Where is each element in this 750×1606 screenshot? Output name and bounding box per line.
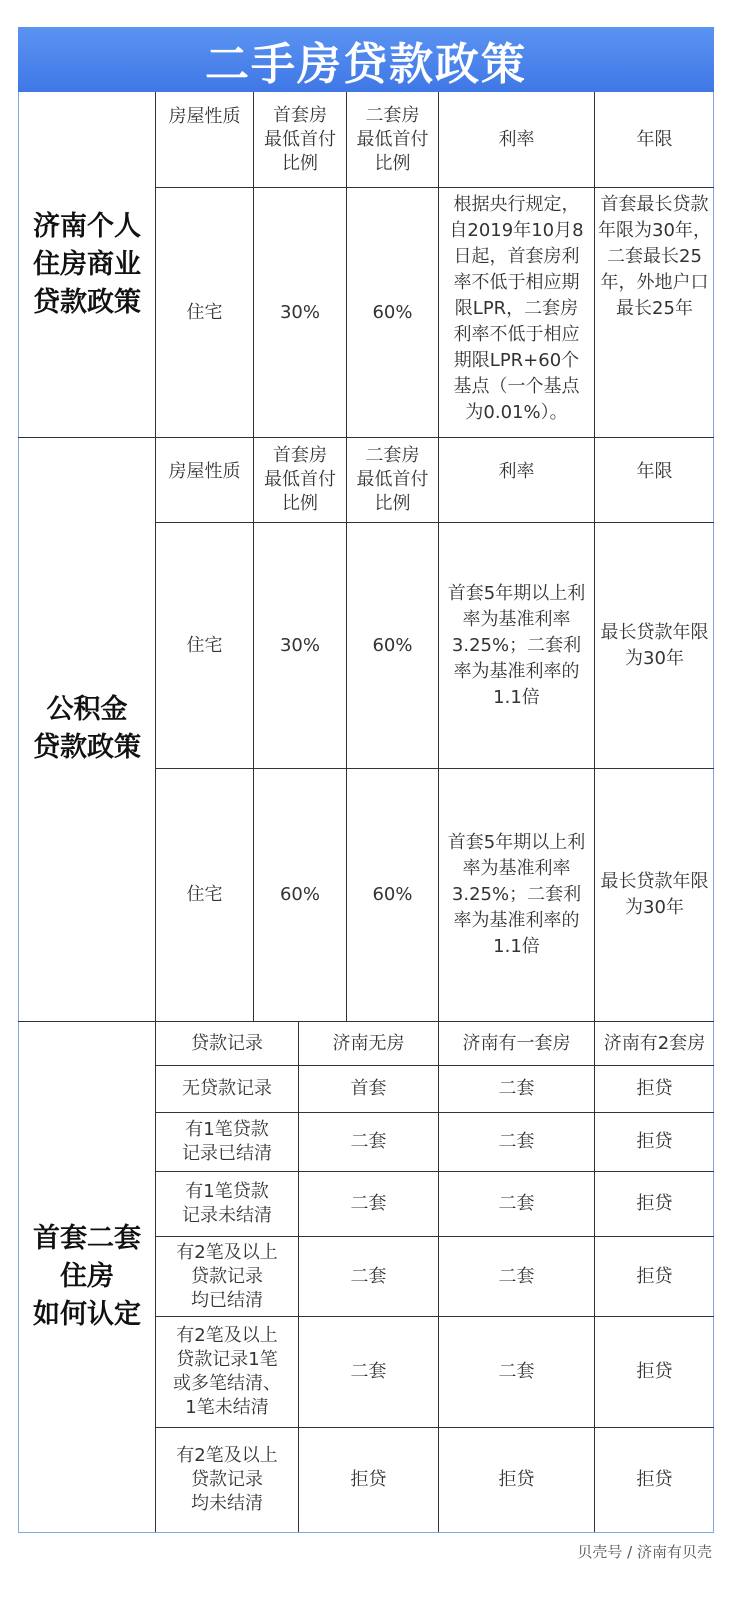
table-cell: 60% xyxy=(372,301,413,323)
header-cell: 首套房 最低首付 比例 xyxy=(264,105,336,174)
table-cell: 拒贷 xyxy=(636,1469,673,1490)
header-cell: 贷款记录 xyxy=(191,1032,263,1054)
header-cell: 二套房 最低首付 比例 xyxy=(356,105,429,174)
section-label-commercial: 济南个人 住房商业 贷款政策 xyxy=(33,210,141,318)
table-cell: 有1笔贷款 记录已结清 xyxy=(182,1119,272,1164)
table-cell: 最长贷款年限 为30年 xyxy=(600,871,709,918)
table-cell: 有2笔及以上 贷款记录 均已结清 xyxy=(176,1241,278,1311)
table-cell: 拒贷 xyxy=(636,1193,673,1214)
title-banner xyxy=(18,27,714,92)
table-cell: 二套 xyxy=(498,1361,535,1382)
table-cell: 二套 xyxy=(498,1078,535,1099)
table-cell: 拒贷 xyxy=(498,1469,535,1490)
table-cell: 60% xyxy=(372,634,413,656)
table-cell: 二套 xyxy=(498,1193,535,1214)
table-cell: 住宅 xyxy=(186,634,223,656)
table-cell: 拒贷 xyxy=(636,1131,673,1152)
header-cell: 利率 xyxy=(498,129,535,150)
table-cell: 首套5年期以上利 率为基准利率 3.25%；二套利 率为基准利率的 1.1倍 xyxy=(447,582,586,708)
table-cell: 无贷款记录 xyxy=(182,1078,272,1099)
table-cell: 拒贷 xyxy=(636,1265,673,1287)
table-cell: 住宅 xyxy=(186,884,223,905)
table-cell: 二套 xyxy=(498,1265,535,1287)
table-cell: 首套5年期以上利 率为基准利率 3.25%；二套利 率为基准利率的 1.1倍 xyxy=(447,832,586,957)
table-cell: 60% xyxy=(372,884,413,905)
watermark-footer: 贝壳号 / 济南有贝壳 xyxy=(577,1543,712,1561)
header-cell: 房屋性质 xyxy=(168,461,241,482)
table-cell: 首套最长贷款 年限为30年， 二套最长25 年，外地户口 最长25年 xyxy=(598,194,711,319)
table-cell: 二套 xyxy=(350,1131,387,1152)
table-cell: 根据央行规定， 自2019年10月8 日起，首套房利 率不低于相应期 限LPR，二套房 利率不低于相应 期限LPR+60个 基点（一个基点 为0.01%）。 xyxy=(449,194,584,423)
table-cell: 拒贷 xyxy=(636,1361,673,1382)
header-cell: 房屋性质 xyxy=(168,106,241,127)
page-title: 二手房贷款政策 xyxy=(205,38,527,90)
header-cell: 年限 xyxy=(636,129,673,150)
table-cell: 首套 xyxy=(350,1078,387,1099)
table-cell: 二套 xyxy=(498,1131,535,1152)
header-cell: 利率 xyxy=(498,461,535,482)
section-label-determination: 首套二套 住房 如何认定 xyxy=(33,1222,141,1330)
table-cell: 有2笔及以上 贷款记录1笔 或多笔结清、 1笔未结清 xyxy=(173,1325,281,1418)
header-cell: 济南有一套房 xyxy=(462,1032,571,1054)
header-cell: 济南无房 xyxy=(332,1032,405,1054)
section-label-fund: 公积金 贷款政策 xyxy=(33,694,141,763)
header-cell: 年限 xyxy=(636,461,673,482)
table-cell: 30% xyxy=(279,634,320,656)
table-cell: 拒贷 xyxy=(636,1078,673,1099)
table-cell: 拒贷 xyxy=(350,1469,387,1490)
table-cell: 住宅 xyxy=(186,301,223,323)
table-cell: 最长贷款年限 为30年 xyxy=(600,621,709,669)
table-cell: 二套 xyxy=(350,1193,387,1214)
table-cell: 有2笔及以上 贷款记录 均未结清 xyxy=(176,1445,278,1514)
table-cell: 60% xyxy=(279,884,320,905)
table-cell: 二套 xyxy=(350,1265,387,1287)
table-cell: 有1笔贷款 记录未结清 xyxy=(182,1181,272,1226)
header-cell: 济南有2套房 xyxy=(603,1032,706,1054)
header-cell: 首套房 最低首付 比例 xyxy=(264,445,336,514)
table-cell: 二套 xyxy=(350,1361,387,1382)
table-cell: 30% xyxy=(279,301,320,323)
header-cell: 二套房 最低首付 比例 xyxy=(356,445,429,514)
